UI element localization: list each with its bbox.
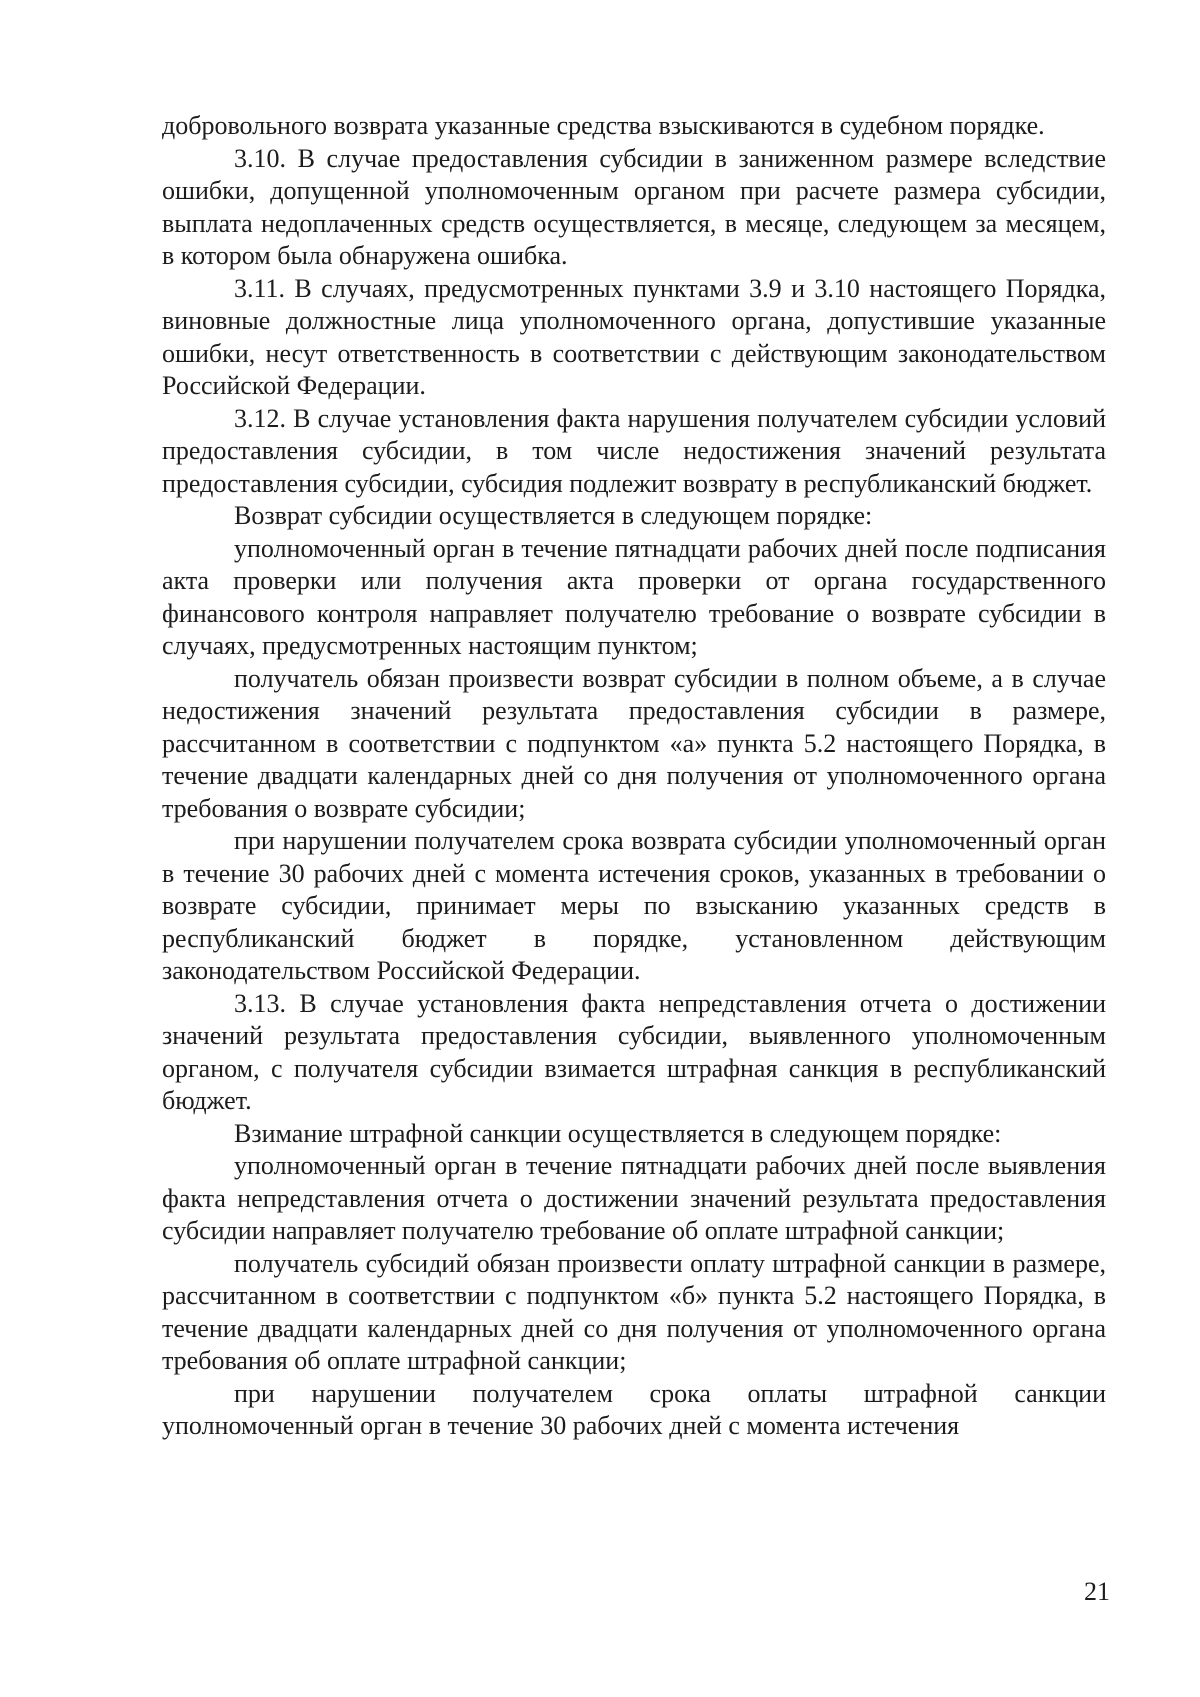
paragraph-3-12: 3.12. В случае установления факта нарушения получателем субсидии условий предоставления субсидии, в том числе недостижения значений результата предоставления субсидии, субсидия подлежит возврату в республиканский бюджет. [162, 403, 1106, 498]
paragraph-3-10: 3.10. В случае предоставления субсидии в заниженном размере вследствие ошибки, допущенной уполномоченным органом при расчете размера субсидии, выплата недоплаченных средств осуществляется, в месяце, следующем за месяцем, в котором была обнаружена ошибка. [162, 143, 1106, 270]
paragraph-continuation: добровольного возврата указанные средства взыскиваются в судебном порядке. [162, 111, 1045, 140]
document-body [162, 110, 1106, 1443]
paragraph-penalty-procedure: Взимание штрафной санкции осуществляется в следующем порядке: [234, 1118, 1002, 1148]
paragraph-3-13: 3.13. В случае установления факта непредставления отчета о достижении значений результата предоставления субсидии, выявленного уполномоченным органом, с получателя субсидии взимается штрафная санкция в республиканский бюджет. [162, 988, 1106, 1115]
paragraph-refund-step-3: при нарушении получателем срока возврата субсидии уполномоченный орган в течение 30 рабочих дней с момента истечения сроков, указанных в требовании о возврате субсидии, принимает меры по взысканию указанных средств в республиканский бюджет в порядке, установленном действующим законодательством Российской Федерации. [162, 826, 1106, 985]
paragraph-refund-step-1: уполномоченный орган в течение пятнадцати рабочих дней после подписания акта проверки или получения акта проверки от органа государственного финансового контроля направляет получателю требование о возврате субсидии в случаях, предусмотренных настоящим пунктом; [162, 533, 1106, 660]
paragraph-penalty-step-1: уполномоченный орган в течение пятнадцати рабочих дней после выявления факта непредставления отчета о достижении значений результата предоставления субсидии направляет получателю требование об оплате штрафной санкции; [162, 1151, 1106, 1245]
paragraph-refund-procedure: Возврат субсидии осуществляется в следующем порядке: [234, 501, 873, 530]
paragraph-penalty-step-2: получатель субсидий обязан произвести оплату штрафной санкции в размере, рассчитанном в соответствии с подпунктом «б» пункта 5.2 настоящего Порядка, в течение двадцати календарных дней со дня получения от уполномоченного органа требования об оплате штрафной санкции; [162, 1248, 1106, 1375]
paragraph-penalty-step-3: при нарушении получателем срока оплаты штрафной санкции уполномоченный орган в течение 30 рабочих дней с момента истечения [162, 1378, 1106, 1440]
paragraph-refund-step-2: получатель обязан произвести возврат субсидии в полном объеме, а в случае недостижения значений результата предоставления субсидии в размере, рассчитанном в соответствии с подпунктом «а» пункта 5.2 настоящего Порядка, в течение двадцати календарных дней со дня получения от уполномоченного органа требования о возврате субсидии; [162, 663, 1106, 823]
page-number: 21 [1084, 1577, 1110, 1606]
paragraph-3-11: 3.11. В случаях, предусмотренных пунктами 3.9 и 3.10 настоящего Порядка, виновные должностные лица уполномоченного органа, допустившие указанные ошибки, несут ответственность в соответствии с действующим законодательством Российской Федерации. [162, 273, 1106, 400]
